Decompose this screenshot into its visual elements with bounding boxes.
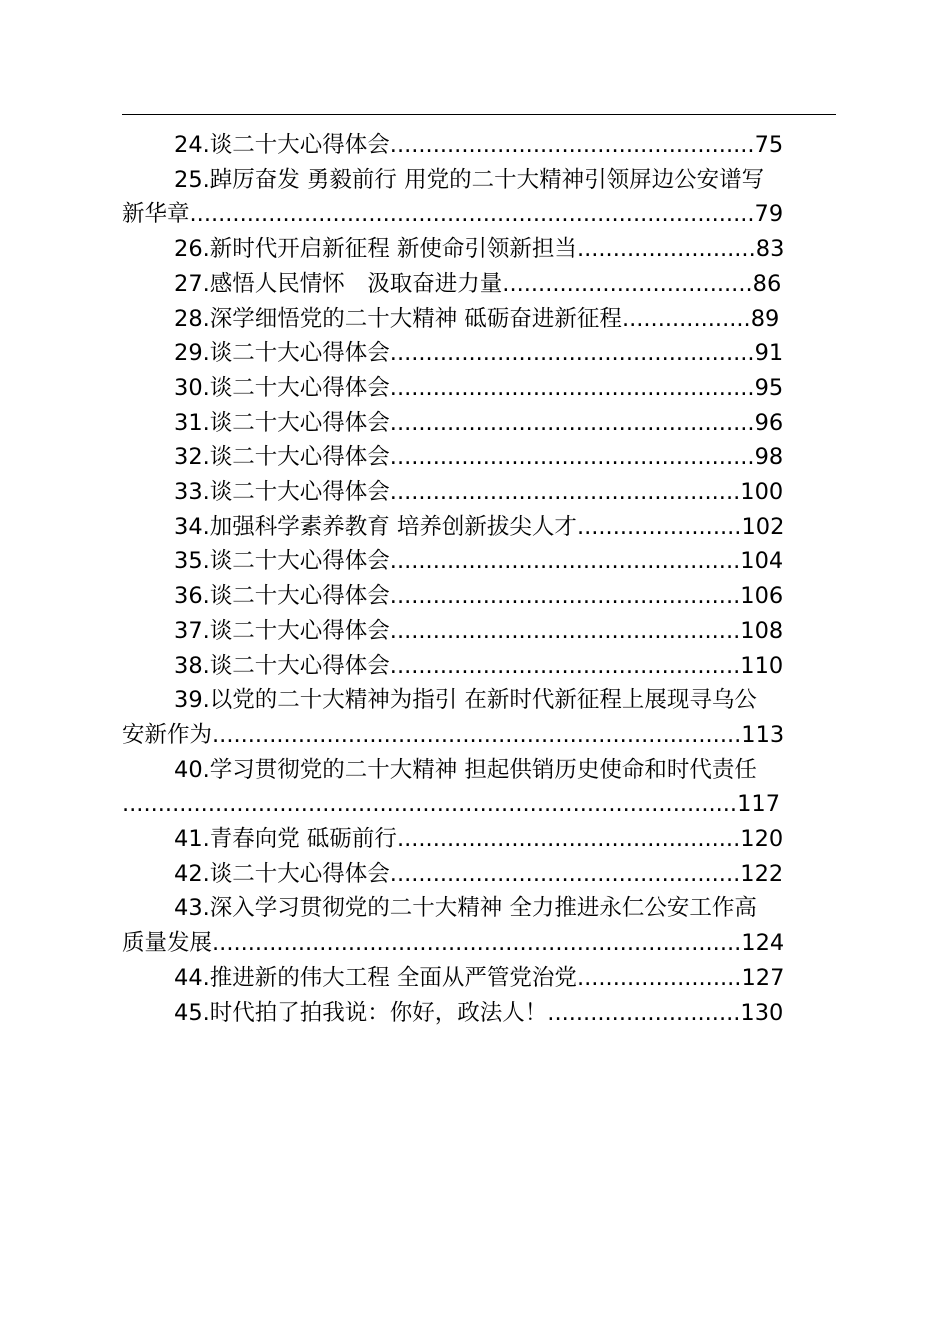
entry-title: 25.踔厉奋发 勇毅前行 用党的二十大精神引领屏边公安谱写: [174, 166, 765, 193]
entry-title: 36.谈二十大心得体会: [174, 583, 390, 610]
entry-title: 安新作为: [122, 721, 213, 748]
toc-entry[interactable]: [122, 371, 836, 406]
dot-leader: .................................................: [389, 583, 741, 610]
page-number: 96: [754, 409, 784, 436]
page-number: 83: [755, 236, 785, 263]
entry-title: 42.谈二十大心得体会: [174, 860, 390, 887]
dot-leader: .................................................: [389, 617, 741, 644]
page-number: 124: [741, 930, 785, 957]
page-number: 108: [740, 617, 784, 644]
entry-title: 28.深学细悟党的二十大精神 砥砺奋进新征程: [174, 305, 622, 332]
page-number: 89: [750, 305, 780, 332]
dot-leader: ......................................................................................: [122, 791, 738, 818]
toc-entry[interactable]: [122, 579, 836, 614]
toc-entry[interactable]: [122, 475, 836, 510]
dot-leader: ..................: [621, 305, 751, 332]
page-number: 91: [754, 340, 784, 367]
dot-leader: ...................................................: [389, 444, 755, 471]
dot-leader: .......................: [576, 964, 742, 991]
entry-title: 40.学习贯彻党的二十大精神 担起供销历史使命和时代责任: [174, 756, 757, 783]
page-number: 110: [740, 652, 784, 679]
page-number: 100: [740, 479, 784, 506]
dot-leader: .................................................: [389, 652, 741, 679]
toc-entry[interactable]: [122, 440, 836, 475]
dot-leader: ................................................: [396, 826, 741, 853]
toc-entry[interactable]: [122, 336, 836, 371]
page-number: 122: [740, 860, 784, 887]
header-rule: [122, 114, 836, 115]
toc-entry[interactable]: [122, 163, 836, 232]
toc-entry[interactable]: [122, 961, 836, 996]
toc-entry[interactable]: [122, 996, 836, 1031]
page-number: 86: [752, 270, 782, 297]
toc-entry[interactable]: [122, 649, 836, 684]
entry-title: 37.谈二十大心得体会: [174, 617, 390, 644]
entry-title: 24.谈二十大心得体会: [174, 132, 390, 158]
page-number: 102: [741, 513, 785, 540]
dot-leader: ...........................: [547, 999, 741, 1026]
toc-entry[interactable]: [122, 267, 836, 302]
page-number: 120: [740, 826, 784, 853]
page-number: 75: [754, 132, 784, 158]
entry-title: 33.谈二十大心得体会: [174, 479, 390, 506]
page-number: 98: [754, 444, 784, 471]
toc-entry[interactable]: [122, 683, 836, 752]
page-number: 104: [740, 548, 784, 575]
entry-title: 38.谈二十大心得体会: [174, 652, 390, 679]
dot-leader: ..........................................................................: [212, 721, 742, 748]
entry-title: 44.推进新的伟大工程 全面从严管党治党: [174, 964, 577, 991]
dot-leader: .................................................: [389, 479, 741, 506]
dot-leader: ..........................................................................: [212, 930, 742, 957]
entry-title: 41.青春向党 砥砺前行: [174, 826, 397, 853]
toc-entry[interactable]: [122, 753, 836, 822]
dot-leader: ...................................................: [389, 409, 755, 436]
entry-title: 45.时代拍了拍我说：你好，政法人！: [174, 999, 548, 1026]
dot-leader: .................................................: [389, 548, 741, 575]
table-of-contents: [122, 128, 836, 1030]
entry-title: 26.新时代开启新征程 新使命引领新担当: [174, 236, 577, 263]
dot-leader: .........................: [576, 236, 756, 263]
toc-entry[interactable]: [122, 614, 836, 649]
dot-leader: ...................................................: [389, 132, 755, 158]
page-number: 130: [740, 999, 784, 1026]
entry-title: 43.深入学习贯彻党的二十大精神 全力推进永仁公安工作高: [174, 895, 757, 922]
page-number: 113: [741, 721, 785, 748]
entry-title: 39.以党的二十大精神为指引 在新时代新征程上展现寻乌公: [174, 687, 757, 714]
entry-title: 34.加强科学素养教育 培养创新拔尖人才: [174, 513, 577, 540]
toc-entry[interactable]: [122, 406, 836, 441]
entry-title: 32.谈二十大心得体会: [174, 444, 390, 471]
entry-title: 35.谈二十大心得体会: [174, 548, 390, 575]
toc-entry[interactable]: [122, 857, 836, 892]
toc-entry[interactable]: [122, 128, 836, 163]
entry-title: 30.谈二十大心得体会: [174, 374, 390, 401]
dot-leader: .................................................: [389, 860, 741, 887]
entry-title: 质量发展: [122, 930, 213, 957]
entry-title: 29.谈二十大心得体会: [174, 340, 390, 367]
entry-title: 27.感悟人民情怀 汲取奋进力量: [174, 270, 503, 297]
dot-leader: ...................................................: [389, 340, 755, 367]
dot-leader: ...................................................: [389, 374, 755, 401]
dot-leader: .......................: [576, 513, 742, 540]
toc-entry[interactable]: [122, 510, 836, 545]
toc-entry[interactable]: [122, 302, 836, 337]
dot-leader: ...................................: [502, 270, 753, 297]
page-number: 106: [740, 583, 784, 610]
page-number: 127: [741, 964, 785, 991]
entry-title: 31.谈二十大心得体会: [174, 409, 390, 436]
page-number: 117: [737, 791, 781, 818]
page-number: 79: [754, 201, 784, 228]
toc-entry[interactable]: [122, 544, 836, 579]
entry-title: 新华章: [122, 201, 190, 228]
toc-entry[interactable]: [122, 891, 836, 960]
dot-leader: ...............................................................................: [189, 201, 755, 228]
page-number: 95: [754, 374, 784, 401]
toc-entry[interactable]: [122, 822, 836, 857]
toc-entry[interactable]: [122, 232, 836, 267]
